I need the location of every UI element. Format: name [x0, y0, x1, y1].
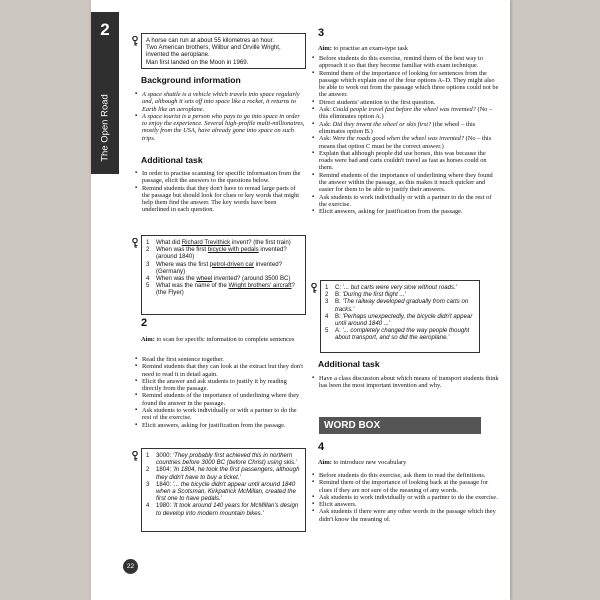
answer-quote: '... completely changed the way people thought about transport, and so did the aeroplane.' — [335, 327, 470, 342]
list-item: ▪ Ask: Were the roads good when the wheel was invented? (No – this means that option C must be the correct answer.) — [312, 135, 500, 150]
answer-row — [146, 466, 301, 480]
list-item: ▪ Ask students if there were any other words in the passage which they didn't know the meaning of. — [312, 508, 500, 523]
key-icon — [131, 36, 139, 46]
question-row — [146, 282, 301, 296]
list-item: ▪ Remind them of the importance of looking for sentences from the passage which explain one of the four options A–D. They might also be able to work out from the passage which three options could not be the answer. — [312, 70, 500, 99]
answer-text: 1980: 'It took around 140 years for McMillan's design to develop into modern mountain bikes.' — [156, 502, 299, 517]
answer-number: 2 — [146, 466, 150, 474]
answer-row — [325, 298, 475, 312]
aim-label: Aim: — [318, 45, 332, 52]
exercise-3-answers-box — [320, 280, 480, 353]
exercise-2-answers-box — [141, 448, 306, 532]
answer-row — [325, 327, 475, 341]
question-text: What did Richard Trevithick invent? (the first train) — [156, 239, 291, 246]
key-icon — [310, 283, 318, 293]
background-heading: Background information — [141, 75, 241, 85]
fact-line: Two American brothers, Wilbur and Orville Wright, — [146, 44, 281, 52]
question-number: 4 — [146, 275, 150, 283]
answer-text: 1840: '... the bicycle didn't appear until around 1840 when a Scotsman, Kirkpatrick McMillan, created the first one to have pedals.' — [156, 480, 296, 503]
answer-number: 4 — [325, 312, 329, 320]
answer-row — [325, 284, 475, 291]
answer-number: 4 — [146, 502, 150, 510]
answer-number: 3 — [325, 298, 329, 306]
answer-quote: 'During the first flight ...' — [342, 291, 406, 299]
list-item: ▪ Ask students to work individually or with a partner to do the rest of the exercise. — [135, 407, 305, 422]
aim-text: to introduce new vocabulary — [331, 459, 407, 466]
list-item: ▪ Ask: Could people travel fast before the wheel was invented? (No – this eliminates option A.) — [312, 106, 500, 121]
list-item: ▪ Remind students of the importance of underlining where they found the answer in the passage. — [135, 392, 305, 407]
list-item: ▪ Read the first sentence together. — [135, 356, 305, 363]
answer-text: 3000: 'They probably first achieved this in northern countries before 3000 BC (before Christ) using skis.' — [156, 452, 298, 467]
book-page — [91, 0, 510, 600]
list-item: ▪ Before students do this exercise, ask them to read the definitions. — [312, 472, 500, 479]
answer-text: B: 'During the first flight ...' — [335, 291, 406, 299]
exercise-2-list — [135, 356, 305, 429]
list-item: ▪ Have a class discussion about which means of transport students think has been the most important invention and why. — [312, 375, 500, 390]
question-row — [146, 246, 301, 260]
list-item: ▪ Elicit answers, asking for justification from the passage. — [135, 422, 305, 429]
list-item: ▪ Elicit answers, asking for justification from the passage. — [312, 208, 500, 215]
exercise-4-number: 4 — [318, 441, 325, 453]
answer-row — [146, 502, 301, 516]
list-item: ▪ Remind students that they can look at the extract but they don't need to read it in detail again. — [135, 363, 305, 378]
answer-row — [325, 313, 475, 327]
exercise-3-aim — [318, 45, 500, 52]
answer-quote: 'Perhaps unexpectedly, the bicycle didn't appear until around 1840 ...' — [335, 312, 473, 328]
list-item: ▪ Before students do this exercise, remind them of the best way to approach it so that they become familiar with exam technique. — [312, 55, 500, 70]
exercise-3-list — [312, 55, 500, 216]
answer-text: B: 'The railway developed gradually from carts on tracks.' — [335, 298, 469, 313]
exercise-4-aim — [318, 459, 500, 466]
answer-number: 3 — [146, 480, 150, 488]
additional-task-list — [135, 170, 305, 214]
list-item: ▪ Ask: Did they invent the wheel or skis first? (the wheel – this eliminates option B.) — [312, 121, 500, 136]
list-item: ▪ A space shuttle is a vehicle which travels into space regularly and, although it sets off into space like a rocket, it returns to Earth like an aeroplane. — [135, 91, 305, 113]
chapter-number: 2 — [100, 20, 110, 39]
fact-line: A horse can run at about 55 kilometres an hour. — [146, 37, 275, 44]
answer-row — [146, 452, 301, 466]
answer-row — [325, 291, 475, 298]
question-number: 5 — [146, 282, 150, 290]
question-number: 3 — [146, 260, 150, 268]
exercise-4-list — [312, 472, 500, 523]
answer-quote: 'They probably first achieved this in northern countries before 3000 BC (before Christ) using skis.' — [156, 452, 298, 467]
question-keyword: Richard Trevithick — [181, 239, 231, 246]
question-text: Where was the first petrol-driven car invented? (Germany) — [156, 260, 283, 275]
question-quote: Did they invent the wheel or skis first? — [332, 120, 432, 128]
question-keyword: petrol-driven car — [209, 260, 254, 268]
chapter-title: The Open Road — [99, 94, 111, 162]
aim-text: to practise an exam-type task — [331, 45, 408, 52]
answer-number: 5 — [325, 327, 329, 335]
answer-quote: '... the bicycle didn't appear until around 1840 when a Scotsman, Kirkpatrick McMillan, created the first one to have pedals.' — [156, 480, 296, 503]
answer-text: A: '... completely changed the way people thought about transport, and so did the aeroplane.' — [335, 327, 470, 342]
question-text: When was the wheel invented? (around 3500 BC) — [156, 275, 291, 283]
question-row — [146, 261, 301, 275]
chapter-tab — [91, 12, 119, 174]
fact-line: invented the aeroplane. — [146, 51, 210, 59]
list-item: ▪ Remind students of the importance of underlining where they found the answer within the passage, as this makes it much quicker and easier for them to be able to justify their answers. — [312, 172, 500, 194]
answer-number: 1 — [325, 284, 329, 291]
answer-quote: 'It took around 140 years for McMillan's design to develop into modern mountain bikes.' — [156, 502, 299, 517]
question-keyword: wheel — [196, 275, 213, 283]
question-row — [146, 239, 301, 246]
aim-label: Aim: — [318, 459, 332, 466]
scanning-questions-box — [141, 235, 306, 315]
aim-label: Aim: — [141, 336, 155, 343]
additional-task-heading: Additional task — [141, 155, 203, 165]
exercise-2-aim — [141, 336, 306, 343]
answer-text: 1804: 'In 1804, he took the first passengers, although they didn't have to buy a ticket.' — [156, 466, 300, 481]
list-item: ▪ Explain that although people did use horses, this was because the roads were bad and carts couldn't travel as fast as horses could on them. — [312, 150, 500, 172]
answer-quote: '... but carts were very slow without roads.' — [342, 284, 457, 291]
key-icon — [131, 238, 139, 248]
page-number: 22 — [123, 559, 138, 574]
question-quote: Were the roads good when the wheel was invented? — [332, 135, 465, 143]
aim-text: to scan for specific information to complete sentences — [154, 336, 295, 343]
list-item: ▪ Ask students to work individually or with a partner to do the exercise. — [312, 494, 500, 501]
fact-line: Man first landed on the Moon in 1969. — [146, 58, 249, 66]
list-item: ▪ Elicit the answer and ask students to justify it by reading directly from the passage. — [135, 378, 305, 393]
question-row — [146, 275, 301, 282]
list-item: ▪ In order to practise scanning for specific information from the passage, elicit the answers to the questions below. — [135, 170, 305, 185]
list-item: ▪ Direct students' attention to the first question. — [312, 99, 500, 106]
additional-task-list — [312, 375, 500, 390]
list-item: ▪ Elicit answers. — [312, 501, 500, 508]
list-item: ▪ Remind students that they don't have to reread large parts of the passage but should look for clues or key words that might help them find the answer. The key words have been underlined in each question. — [135, 185, 305, 214]
list-item: ▪ Ask students to work individually or with a partner to do the rest of the exercise. — [312, 194, 500, 209]
answer-text: B: 'Perhaps unexpectedly, the bicycle didn't appear until around 1840 ...' — [335, 312, 473, 328]
answer-quote: 'The railway developed gradually from carts on tracks.' — [335, 298, 469, 313]
question-number: 1 — [146, 239, 150, 246]
question-number: 2 — [146, 246, 150, 254]
additional-task-heading: Additional task — [318, 359, 380, 369]
exercise-2-number: 2 — [141, 317, 148, 329]
list-item: ▪ A space tourist is a person who pays to go into space in order to enjoy the experience. Several high-profile multi-millionaires, mostly from the USA, have already gone into space on such trips. — [135, 113, 305, 142]
list-item: ▪ Remind them of the importance of looking back at the passage for clues if they are not sure of the meaning of any words. — [312, 479, 500, 494]
question-quote: Could people travel fast before the wheel was invented? — [332, 106, 476, 114]
exercise-3-number: 3 — [318, 27, 325, 39]
answer-quote: 'In 1804, he took the first passengers, although they didn't have to buy a ticket.' — [156, 466, 300, 481]
word-box-banner: WORD BOX — [319, 417, 481, 434]
answer-text: C: '... but carts were very slow without roads.' — [335, 284, 457, 291]
answer-row — [146, 481, 301, 503]
facts-box — [141, 33, 306, 69]
answer-number: 1 — [146, 452, 150, 459]
question-text: What was the name of the Wright brothers' aircraft? (the Flyer) — [156, 282, 295, 297]
background-list — [135, 91, 305, 142]
key-icon — [131, 451, 139, 461]
answer-number: 2 — [325, 291, 329, 299]
question-keyword: bicycle with pedals — [207, 246, 259, 254]
question-text: When was the first bicycle with pedals invented? (around 1840) — [156, 246, 287, 261]
question-keyword: Wright brothers' aircraft — [228, 282, 292, 290]
